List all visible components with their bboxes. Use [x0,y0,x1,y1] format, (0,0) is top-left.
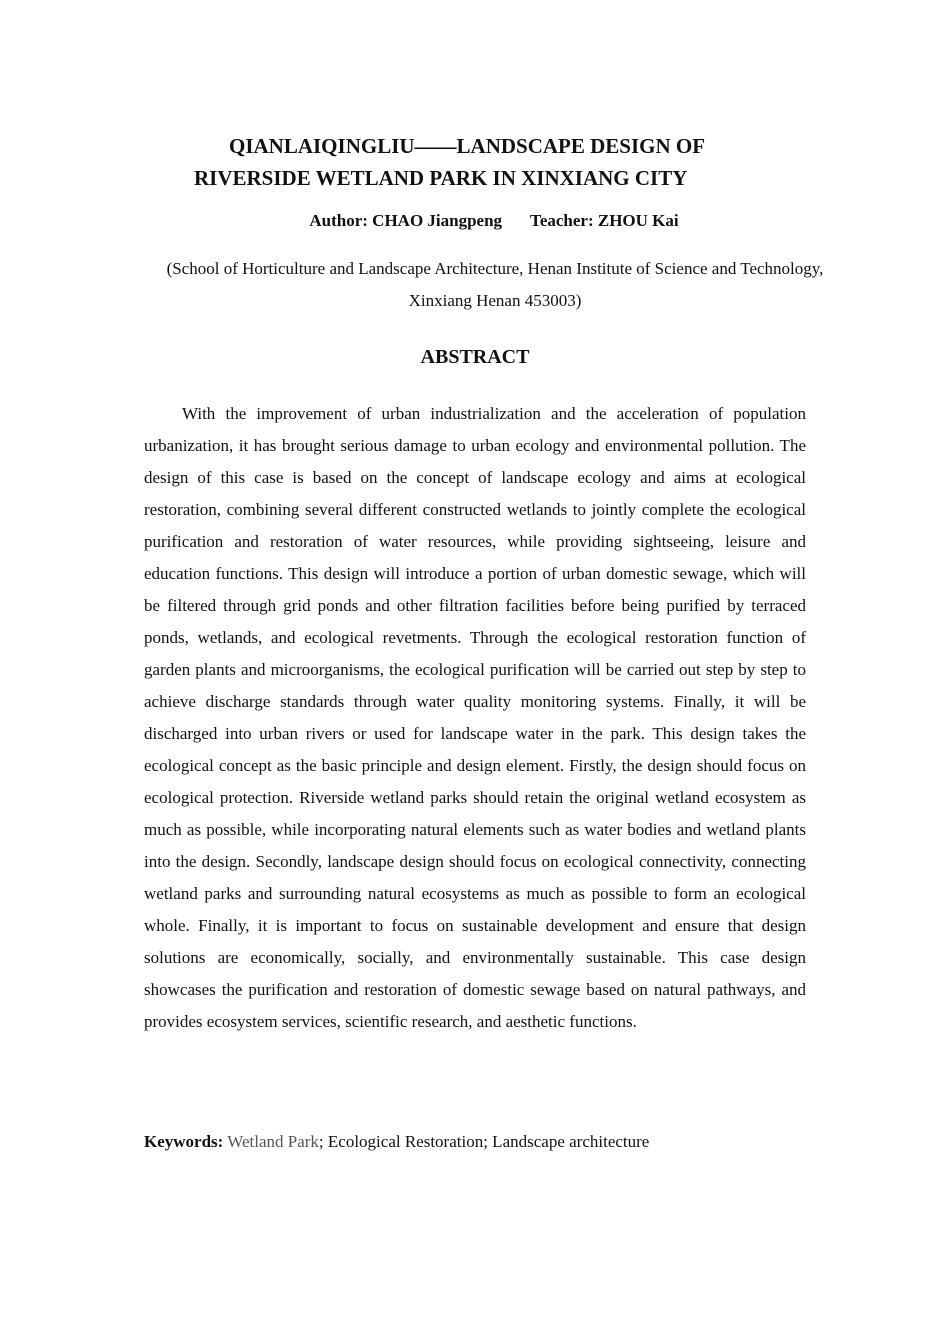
keywords-rest: ; Ecological Restoration; Landscape architecture [318,1132,650,1151]
author-line [0,209,950,233]
abstract-heading: ABSTRACT [420,346,530,368]
keyword-wetland-park: Wetland Park [227,1132,319,1151]
paper-title-line-2: RIVERSIDE WETLAND PARK IN XINXIANG CITY [194,166,688,190]
paper-title-line-1: QIANLAIQINGLIU——LANDSCAPE DESIGN OF [229,134,706,158]
author-name: Author: CHAO Jiangpeng [309,211,503,230]
affiliation: (School of Horticulture and Landscape Architecture, Henan Institute of Science and Technology, Xinxiang Henan 453003) [166,259,824,310]
keywords-line [144,1126,806,1158]
teacher-name: Teacher: ZHOU Kai [530,211,679,230]
abstract-body: With the improvement of urban industrialization and the acceleration of population urbanization, it has brought serious damage to urban ecology and environmental pollution. The design of this case is based on the concept of landscape ecology and aims at ecological restoration, combining several different constructed wetlands to jointly complete the ecological purification and restoration of water resources, while providing sightseeing, leisure and education functions. This design will introduce a portion of urban domestic sewage, which will be filtered through grid ponds and other filtration facilities before being purified by terraced ponds, wetlands, and ecological revetments. Through the ecological restoration function of garden plants and microorganisms, the ecological purification will be carried out step by step to achieve discharge standards through water quality monitoring systems. Finally, it will be discharged into urban rivers or used for landscape water in the park. This design takes the ecological concept as the basic principle and design element. Firstly, the design should focus on ecological protection. Riverside wetland parks should retain the original wetland ecosystem as much as possible, while incorporating natural elements such as water bodies and wetland plants into the design. Secondly, landscape design should focus on ecological connectivity, connecting wetland parks and surrounding natural ecosystems as much as possible to form an ecological whole. Finally, it is important to focus on sustainable development and ensure that design solutions are economically, socially, and environmentally sustainable. This case design showcases the purification and restoration of domestic sewage based on natural pathways, and provides ecosystem services, scientific research, and aesthetic functions. [144,404,806,1031]
keywords-label: Keywords: [144,1132,224,1151]
paper-title [144,130,806,194]
